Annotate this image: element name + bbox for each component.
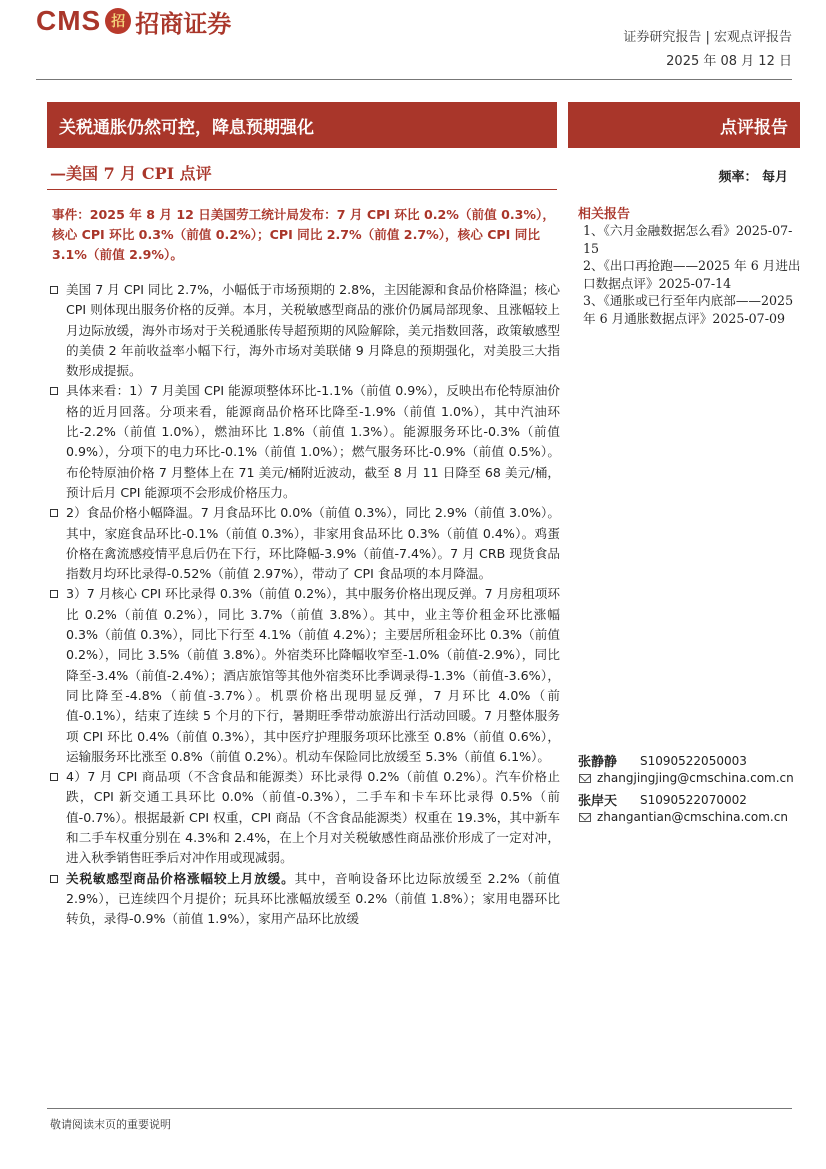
analyst-email[interactable]: zhangantian@cmschina.com.cn bbox=[597, 810, 788, 824]
body-paragraph: 2）食品价格小幅降温。7 月食品环比 0.0%（前值 0.3%），同比 2.9%（前值 3.0%）。其中，家庭食品环比-0.1%（前值 0.3%），非家用食品环比 0.3%（前值 0.4%）。鸡蛋价格在禽流感疫情平息后仍在下行，环比降幅-3.9%（前值-7.4%）。7 月 CRB 现货食品指数月均环比录得-0.52%（前值 2.97%），带动了 CPI 食品项的本月降温。 bbox=[50, 503, 560, 584]
report-body bbox=[50, 280, 560, 930]
analyst-row bbox=[578, 790, 803, 809]
analyst-cert: S1090522070002 bbox=[640, 792, 747, 807]
related-report-link[interactable]: 1、《六月金融数据怎么看》2025-07-15 bbox=[583, 223, 793, 256]
company-logo bbox=[36, 4, 231, 38]
analyst-row bbox=[578, 751, 803, 770]
analyst-email[interactable]: zhangjingjing@cmschina.com.cn bbox=[597, 771, 794, 785]
mail-icon bbox=[579, 774, 591, 783]
related-report-link[interactable]: 3、《通胀或已行至年内底部——2025 年 6 月通胀数据点评》2025-07-09 bbox=[583, 293, 794, 326]
checkbox-bullet-icon bbox=[50, 286, 58, 294]
body-paragraph: 美国 7 月 CPI 同比 2.7%，小幅低于市场预期的 2.8%，主因能源和食品价格降温；核心 CPI 则体现出服务价格的反弹。本月，关税敏感型商品的涨价仍属局部现象、且涨幅较上月边际放缓，海外市场对于关税通胀传导超预期的风险解除，美元指数回落，政策敏感型的美债 2 年前收益率小幅下行，海外市场对美联储 9 月降息的预期强化，对美股三大指数形成提振。 bbox=[50, 280, 560, 381]
checkbox-bullet-icon bbox=[50, 590, 58, 598]
analyst-cert: S1090522050003 bbox=[640, 753, 747, 768]
checkbox-bullet-icon bbox=[50, 387, 58, 395]
related-report-link[interactable]: 2、《出口再抢跑——2025 年 6 月进出口数据点评》2025-07-14 bbox=[583, 258, 801, 291]
checkbox-bullet-icon bbox=[50, 875, 58, 883]
body-paragraph: 具体来看：1）7 月美国 CPI 能源项整体环比-1.1%（前值 0.9%），反映出布伦特原油价格的近月回落。分项来看，能源商品价格环比降至-1.9%（前值 1.0%），其中汽油环比-2.2%（前值 1.0%），燃油环比 1.8%（前值 1.3%）。能源服务环比-0.3%（前值 0.9%），分项下的电力环比-0.1%（前值 1.0%）；燃气服务环比-0.9%（前值 0.5%）。布伦特原油价格 7 月整体上在 71 美元/桶附近波动，截至 8 月 11 日降至 68 美元/桶，预计后月 CPI 能源项不会形成价格压力。 bbox=[50, 381, 560, 503]
footer-note: 敬请阅读末页的重要说明 bbox=[50, 1118, 171, 1131]
subtitle-divider bbox=[47, 189, 557, 190]
event-summary: 事件：2025 年 8 月 12 日美国劳工统计局发布：7 月 CPI 环比 0.2%（前值 0.3%），核心 CPI 环比 0.3%（前值 0.2%）；CPI 同比 2.7%（前值 2.7%），核心 CPI 同比 3.1%（前值 2.9%）。 bbox=[52, 207, 555, 262]
report-category: 证券研究报告 | 宏观点评报告 bbox=[623, 30, 792, 45]
footer-divider bbox=[47, 1108, 792, 1109]
header-divider bbox=[36, 79, 792, 80]
analyst-name: 张岸天 bbox=[578, 794, 618, 809]
logo-chinese-name: 招商证券 bbox=[135, 8, 232, 38]
frequency-label: 频率： 每月 bbox=[718, 170, 788, 185]
body-paragraph: 3）7 月核心 CPI 环比录得 0.3%（前值 0.2%），其中服务价格出现反弹。7 月房租项环比 0.2%（前值 0.2%），同比 3.7%（前值 3.8%）。其中，业主等价租金环比涨幅 0.3%（前值 0.3%），同比下行至 4.1%（前值 4.2%）；主要居所租金环比 0.3%（前值 0.2%），同比 3.5%（前值 3.8%）。外宿类环比降幅收窄至-1.0%（前值-2.9%），同比降至-3.4%（前值-2.4%）；酒店旅馆等其他外宿类环比季调录得-1.3%（前值-3.6%），同比降至-4.8%（前值-3.7%）。机票价格出现明显反弹，7 月环比 4.0%（前值-0.1%），结束了连续 5 个月的下行，暑期旺季带动旅游出行活动回暖。7 月整体服务项 CPI 环比 0.4%（前值 0.3%），其中医疗护理服务项环比涨至 0.8%（前值 0.6%），运输服务环比涨至 0.8%（前值 0.2%）。机动车保险同比放缓至 5.3%（前值 6.1%）。 bbox=[50, 584, 560, 767]
checkbox-bullet-icon bbox=[50, 509, 58, 517]
analyst-email-row bbox=[578, 810, 803, 824]
report-date: 2025 年 08 月 12 日 bbox=[666, 54, 792, 69]
analyst-email-row bbox=[578, 771, 803, 785]
logo-text: CMS bbox=[36, 5, 102, 36]
report-subtitle: —美国 7 月 CPI 点评 bbox=[50, 164, 212, 183]
related-reports-list bbox=[583, 222, 803, 328]
checkbox-bullet-icon bbox=[50, 773, 58, 781]
analyst-name: 张静静 bbox=[578, 755, 618, 770]
body-paragraph: 4）7 月 CPI 商品项（不含食品和能源类）环比录得 0.2%（前值 0.2%）。汽车价格止跌，CPI 新交通工具环比 0.0%（前值-0.3%），二手车和卡车环比录得 0.5%（前值-0.7%）。根据最新 CPI 权重，CPI 商品（不含食品能源类）权重在 19.3%，其中新车和二手车权重分别在 4.3%和 2.4%，在上个月对关税敏感性商品涨价形成了一定对冲，进入秋季销售旺季后对冲作用或现减弱。 bbox=[50, 767, 560, 868]
body-paragraph: 关税敏感型商品价格涨幅较上月放缓。其中，音响设备环比边际放缓至 2.2%（前值 2.9%），已连续四个月提价；玩具环比涨幅放缓至 0.2%（前值 1.8%）；家用电器环比转负，录得-0.9%（前值 1.9%），家用产品环比放缓 bbox=[50, 869, 560, 930]
mail-icon bbox=[579, 813, 591, 822]
related-reports-title: 相关报告 bbox=[578, 207, 631, 222]
logo-badge-icon: 招 bbox=[105, 8, 131, 34]
report-title: 关税通胀仍然可控，降息预期强化 bbox=[47, 102, 557, 148]
report-type-label: 点评报告 bbox=[568, 102, 800, 148]
